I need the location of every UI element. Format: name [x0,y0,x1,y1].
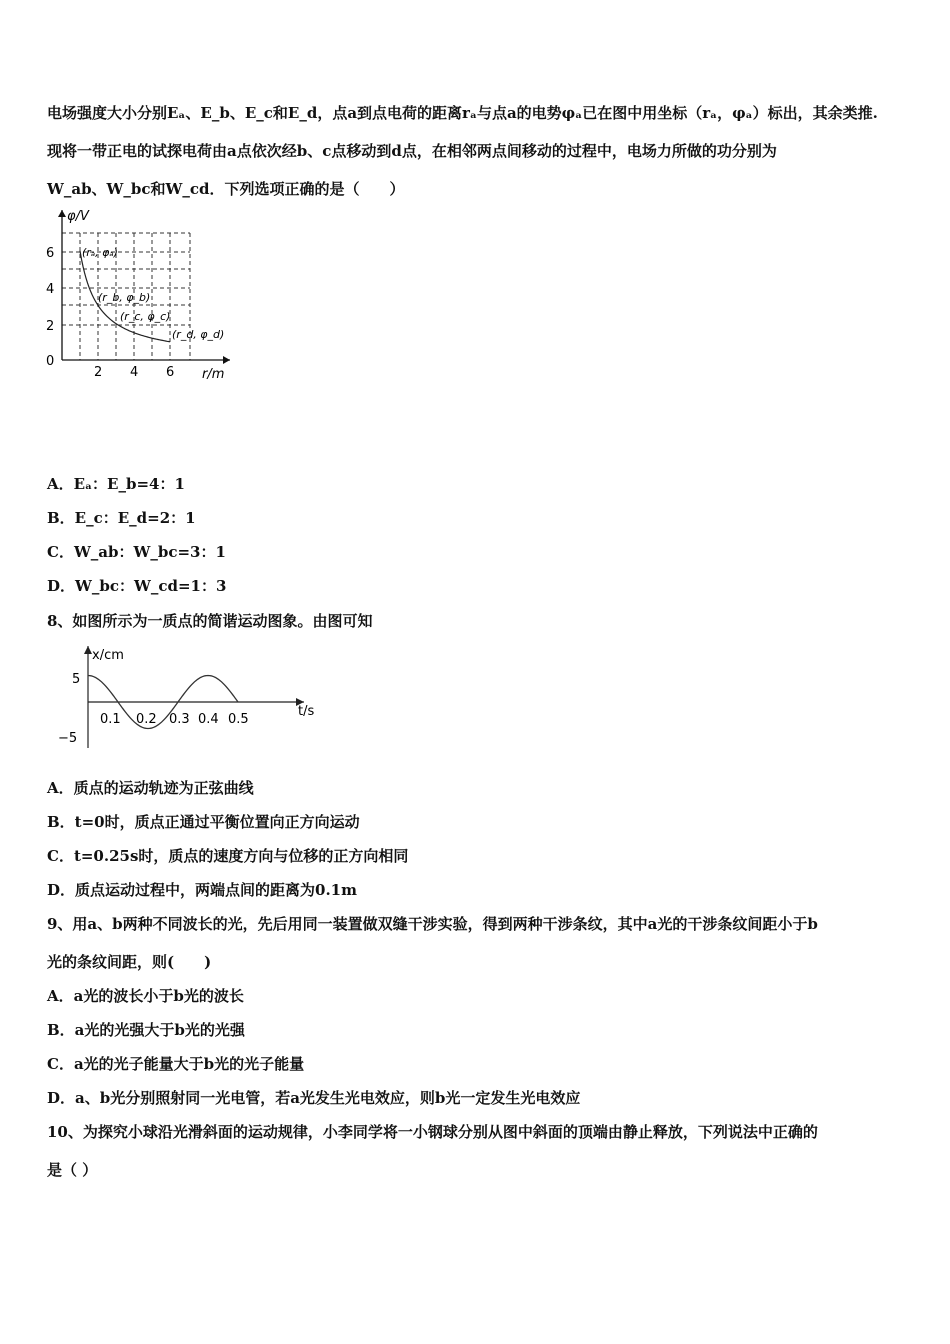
q7-stem-line1: 电场强度大小分别Eₐ、E_b、E_c和E_d，点a到点电荷的距离rₐ与点a的电势φₐ已在图中用坐标（rₐ，φₐ）标出，其余类推. [47,104,878,122]
chart2-ytick-5: 5 [72,672,81,687]
chart2-x-label: t/s [298,704,315,719]
chart1-x-label: r/m [202,367,225,382]
chart1-annotation-b: (r_b, φ_b) [98,291,151,304]
q7-option-b: B．E_c：E_d=2：1 [47,509,196,527]
chart1-annotation-a: (rₐ, φₐ) [82,246,118,259]
chart1-annotation-d: (r_d, φ_d) [172,328,225,341]
q8-option-d: D．质点运动过程中，两端点间的距离为0.1m [47,881,357,899]
chart1-ytick-0: 0 [46,354,55,369]
q9-option-d: D．a、b光分别照射同一光电管，若a光发生光电效应，则b光一定发生光电效应 [47,1089,581,1107]
chart1-xtick-2: 2 [94,365,103,380]
q8-option-c: C．t=0.25s时，质点的速度方向与位移的正方向相同 [47,847,409,865]
q8-option-a: A．质点的运动轨迹为正弦曲线 [47,779,254,797]
chart1-y-arrow [58,210,66,217]
q7-stem-line2: 现将一带正电的试探电荷由a点依次经b、c点移动到d点，在相邻两点间移动的过程中，电场力所做的功分别为 [47,142,777,160]
q7-option-a: A．Eₐ：E_b=4：1 [47,475,185,493]
q7-option-d: D．W_bc：W_cd=1：3 [47,577,227,595]
chart1-xtick-4: 4 [130,365,139,380]
potential-distance-chart [42,205,242,385]
chart2-xtick-02: 0.2 [136,712,157,727]
chart2-xtick-01: 0.1 [100,712,121,727]
chart2-y-label: x/cm [92,648,124,663]
q9-option-c: C．a光的光子能量大于b光的光子能量 [47,1055,305,1073]
chart1-ytick-4: 4 [46,282,55,297]
chart1-annotation-c: (r_c, φ_c) [120,310,171,323]
q7-stem-line3: W_ab、W_bc和W_cd．下列选项正确的是（ ） [47,180,405,198]
chart2-xtick-05: 0.5 [228,712,249,727]
chart2-xtick-04: 0.4 [198,712,219,727]
chart1-xtick-6: 6 [166,365,175,380]
chart1-ytick-2: 2 [46,319,55,334]
chart1-ytick-6: 6 [46,246,55,261]
q9-option-a: A．a光的波长小于b光的波长 [47,987,244,1005]
q9-stem-line2: 光的条纹间距，则( ) [47,953,212,971]
chart1-y-label: φ/V [67,209,89,224]
q8-option-b: B．t=0时，质点正通过平衡位置向正方向运动 [47,813,360,831]
shm-chart [52,640,327,755]
q7-option-c: C．W_ab：W_bc=3：1 [47,543,226,561]
q10-stem-line2: 是（ ） [47,1161,98,1179]
chart2-ytick-neg5: −5 [58,731,78,746]
chart2-xtick-03: 0.3 [169,712,190,727]
q10-stem-line1: 10、为探究小球沿光滑斜面的运动规律，小李同学将一小钢球分别从图中斜面的顶端由静止释放，下列说法中正确的 [47,1123,818,1141]
q9-stem-line1: 9、用a、b两种不同波长的光，先后用同一装置做双缝干涉实验，得到两种干涉条纹，其中a光的干涉条纹间距小于b [47,915,818,933]
q8-stem: 8、如图所示为一质点的简谐运动图象。由图可知 [47,612,373,630]
chart1-x-arrow [223,356,230,364]
q9-option-b: B．a光的光强大于b光的光强 [47,1021,245,1039]
chart2-x-arrow [84,646,92,654]
